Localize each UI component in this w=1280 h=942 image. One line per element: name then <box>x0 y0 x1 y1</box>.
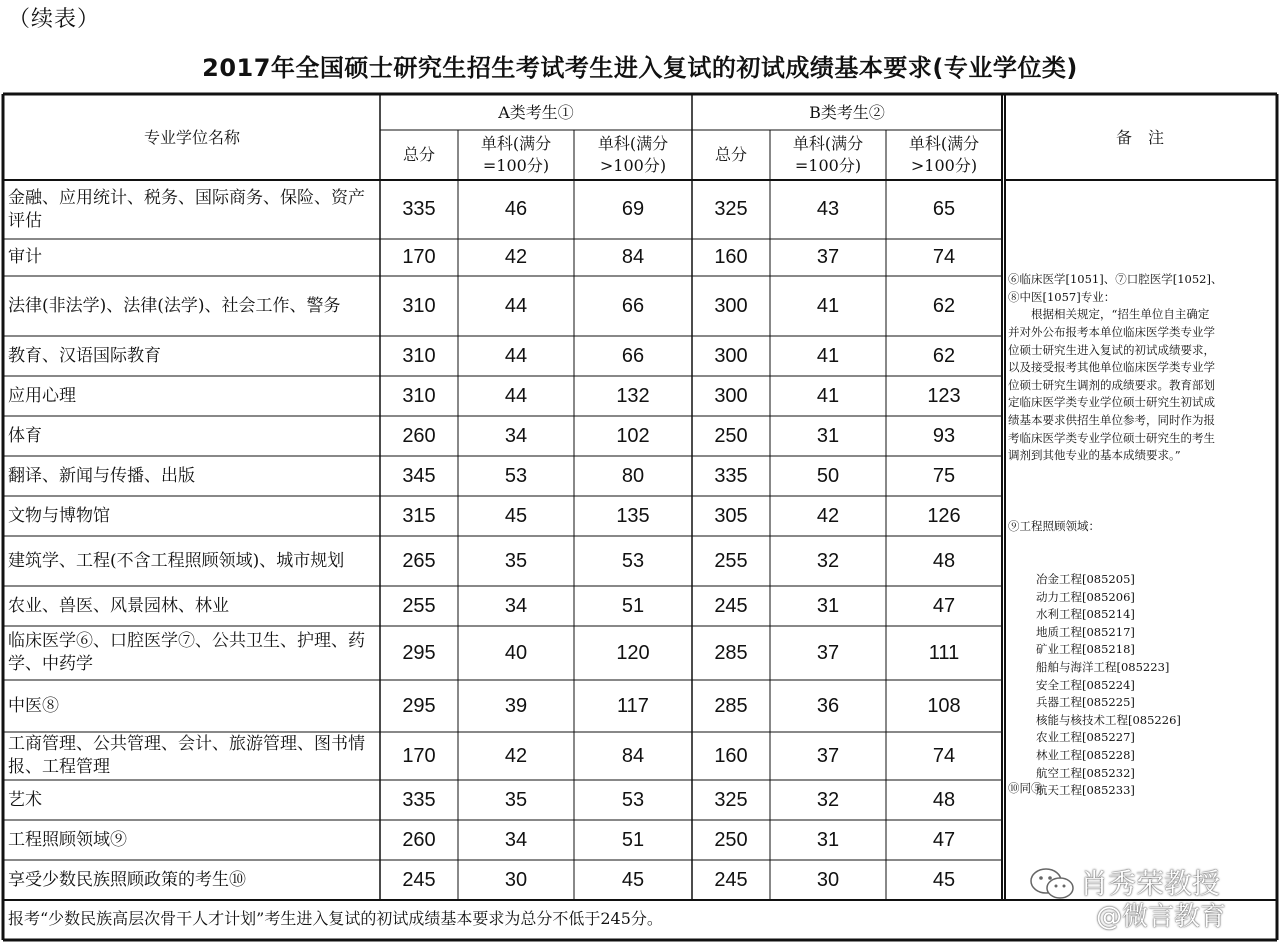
row-5-a-total: 310 <box>402 384 436 407</box>
row-16-b-s1: 30 <box>816 868 840 891</box>
row-7-b-total: 335 <box>714 464 748 487</box>
row-2-a-s1: 42 <box>504 246 528 268</box>
row-name-text: 工程照顾领域⑨ <box>8 829 127 850</box>
header-a-single-gt100 <box>574 130 692 180</box>
row-13-b-s2: 74 <box>932 744 956 767</box>
row-9-b-s2: 48 <box>932 549 956 572</box>
row-8-a-total: 315 <box>402 504 436 527</box>
row-name-text: 临床医学⑥、口腔医学⑦、公共卫生、护理、药学、中药学 <box>8 631 365 674</box>
row-2-b-s1: 37 <box>816 246 840 268</box>
row-14-b-total: 325 <box>714 788 748 811</box>
note-6-line: 并对外公布报考本单位临床医学类专业学 <box>1008 324 1215 339</box>
row-name-text: 应用心理 <box>8 385 76 406</box>
row-name-text: 建筑学、工程(不含工程照顾领域)、城市规划 <box>8 550 345 571</box>
note-10 <box>1008 745 1043 815</box>
row-11-a-s1: 40 <box>504 641 528 664</box>
row-name-text: 农业、兽医、风景园林、林业 <box>8 595 229 616</box>
row-name-text: 审计 <box>8 247 42 267</box>
row-name-text: 文物与博物馆 <box>8 505 110 526</box>
row-9-a-s2: 53 <box>621 549 645 572</box>
note-9-item: 航空工程[085232] <box>1036 765 1135 780</box>
row-12-b-s2: 108 <box>927 694 961 717</box>
row-name-text: 工商管理、公共管理、会计、旅游管理、图书情报、工程管理 <box>8 734 365 777</box>
note-9-item: 地质工程[085217] <box>1036 624 1135 639</box>
row-name-text: 享受少数民族照顾政策的考生⑩ <box>8 869 246 890</box>
row-4-b-total: 300 <box>714 344 748 367</box>
row-name-text: 中医⑧ <box>8 695 59 716</box>
row-6-b-s2: 93 <box>932 424 956 447</box>
header-a-single-100-l1: 单科(满分 <box>480 134 552 153</box>
note-9-item: 安全工程[085224] <box>1036 677 1135 692</box>
row-name-text: 艺术 <box>8 789 42 810</box>
row-6-a-total: 260 <box>402 424 436 447</box>
row-13-a-total: 170 <box>402 744 436 767</box>
row-6-a-s1: 34 <box>504 424 528 447</box>
header-a-single-100 <box>458 130 574 180</box>
row-4-b-s1: 41 <box>816 344 840 367</box>
note-6-line: 绩基本要求供招生单位参考，同时作为报 <box>1008 412 1215 427</box>
row-8-b-s1: 42 <box>816 504 840 527</box>
row-4-name <box>8 336 380 376</box>
note-6-line: 考临床医学类专业学位硕士研究生的考生 <box>1008 430 1215 445</box>
note-9-item: 矿业工程[085218] <box>1036 642 1135 657</box>
row-1-b-s2: 65 <box>932 198 956 220</box>
row-12-b-s1: 36 <box>816 694 840 717</box>
row-1-a-total: 335 <box>402 198 436 220</box>
row-15-a-s1: 34 <box>504 828 528 851</box>
note-6-line: 以及接受报考其他单位临床医学类专业学 <box>1008 360 1215 375</box>
row-9-a-s1: 35 <box>504 549 528 572</box>
row-12-a-s1: 39 <box>504 694 528 717</box>
row-6-b-s1: 31 <box>816 424 840 447</box>
row-3-a-total: 310 <box>402 294 436 317</box>
row-2-b-total: 160 <box>714 246 748 268</box>
note-9-item: 核能与核技术工程[085226] <box>1036 712 1181 727</box>
row-10-name <box>8 586 380 626</box>
row-15-b-total: 250 <box>714 828 748 851</box>
note-9-title: ⑨工程照顾领域： <box>1008 519 1100 534</box>
row-1-name <box>8 180 380 239</box>
row-name-text: 翻译、新闻与传播、出版 <box>8 465 195 486</box>
note-10-text: ⑩同⑤ <box>1008 781 1043 796</box>
row-1-b-total: 325 <box>714 198 748 220</box>
page-title: 2017年全国硕士研究生招生考试考生进入复试的初试成绩基本要求(专业学位类) <box>202 54 1078 82</box>
row-3-b-s1: 41 <box>816 294 840 317</box>
note-6-line: 根据相关规定，“招生单位自主确定 <box>1008 307 1210 322</box>
header-b-single-100-l2: =100分) <box>794 156 862 175</box>
row-10-b-s1: 31 <box>816 594 840 617</box>
row-4-a-s2: 66 <box>621 344 645 367</box>
header-b-single-100 <box>770 130 886 180</box>
row-8-a-s2: 135 <box>616 504 650 527</box>
note-9-item: 兵器工程[085225] <box>1036 695 1135 710</box>
row-6-a-s2: 102 <box>616 424 650 447</box>
row-9-a-total: 265 <box>402 549 436 572</box>
row-2-name <box>8 239 380 276</box>
row-13-a-s2: 84 <box>621 744 645 767</box>
header-b-total <box>692 130 770 180</box>
row-7-a-s1: 53 <box>504 464 528 487</box>
row-5-name <box>8 376 380 416</box>
row-14-name <box>8 780 380 820</box>
row-13-a-s1: 42 <box>504 744 528 767</box>
row-7-b-s1: 50 <box>816 464 840 487</box>
row-1-b-s1: 43 <box>816 198 840 220</box>
note-9-item: 农业工程[085227] <box>1036 730 1135 745</box>
row-3-b-total: 300 <box>714 294 748 317</box>
note-6-line: 位硕士研究生进入复试的初试成绩要求， <box>1008 342 1215 357</box>
row-16-b-total: 245 <box>714 868 748 891</box>
row-12-a-total: 295 <box>402 694 436 717</box>
row-6-name <box>8 416 380 456</box>
row-9-b-total: 255 <box>714 549 748 572</box>
header-a-total <box>380 130 458 180</box>
row-13-b-total: 160 <box>714 744 748 767</box>
row-1-a-s1: 46 <box>504 198 528 220</box>
row-5-a-s2: 132 <box>616 384 650 407</box>
header-group-b-label: B类考生② <box>809 103 885 122</box>
note-6-line: ⑥临床医学[1051]、⑦口腔医学[1052]、 <box>1008 272 1223 287</box>
row-4-a-s1: 44 <box>504 344 528 367</box>
row-5-b-s1: 41 <box>816 384 840 407</box>
row-15-name <box>8 820 380 860</box>
header-b-single-gt100 <box>886 130 1002 180</box>
header-b-single-100-l1: 单科(满分 <box>792 134 864 153</box>
row-8-name <box>8 496 380 536</box>
row-11-name <box>8 626 380 680</box>
row-10-a-s1: 34 <box>504 594 528 617</box>
row-13-name <box>8 732 380 780</box>
row-9-b-s1: 32 <box>816 549 840 572</box>
header-group-a-label: A类考生① <box>498 103 574 122</box>
note-6-line: 定临床医学类专业学位硕士研究生初试成 <box>1008 395 1215 410</box>
row-14-a-s1: 35 <box>504 788 528 811</box>
row-7-a-total: 345 <box>402 464 436 487</box>
row-7-b-s2: 75 <box>932 464 956 487</box>
header-a-single-gt100-l2: >100分) <box>599 156 667 175</box>
row-2-a-total: 170 <box>402 246 436 268</box>
row-11-b-s1: 37 <box>816 641 840 664</box>
row-2-b-s2: 74 <box>932 246 956 268</box>
note-9-item: 船舶与海洋工程[085223] <box>1036 659 1170 674</box>
note-9-item: 动力工程[085206] <box>1036 589 1135 604</box>
row-8-a-s1: 45 <box>504 504 528 527</box>
row-12-b-total: 285 <box>714 694 748 717</box>
row-10-a-s2: 51 <box>621 594 645 617</box>
note-9-item: 林业工程[085228] <box>1036 747 1135 762</box>
row-15-a-s2: 51 <box>621 828 645 851</box>
row-3-name <box>8 276 380 336</box>
row-14-b-s2: 48 <box>932 788 956 811</box>
row-5-a-s1: 44 <box>504 384 528 407</box>
row-12-a-s2: 117 <box>617 694 649 717</box>
row-16-a-total: 245 <box>402 868 436 891</box>
note-6-line: 位硕士研究生调剂的成绩要求。教育部划 <box>1008 377 1215 392</box>
row-15-b-s2: 47 <box>932 828 956 851</box>
row-name-text: 法律(非法学)、法律(法学)、社会工作、警务 <box>8 295 341 316</box>
header-remarks <box>1004 96 1276 180</box>
row-8-b-total: 305 <box>714 504 748 527</box>
row-10-b-total: 245 <box>714 594 748 617</box>
row-16-name <box>8 860 380 900</box>
row-10-b-s2: 47 <box>932 594 956 617</box>
header-b-single-gt100-l1: 单科(满分 <box>908 134 980 153</box>
header-remarks-label: 备 注 <box>1115 128 1164 147</box>
row-14-a-s2: 53 <box>621 788 645 811</box>
note-9-item: 水利工程[085214] <box>1036 607 1135 622</box>
watermark-author: 肖秀荣教授 <box>1080 867 1221 900</box>
row-5-b-s2: 123 <box>927 384 961 407</box>
watermark-account: @微言教育 <box>1096 902 1227 932</box>
row-8-b-s2: 126 <box>927 504 961 527</box>
row-4-a-total: 310 <box>402 344 436 367</box>
note-6-line: 调剂到其他专业的基本成绩要求。” <box>1008 448 1181 463</box>
header-name-label: 专业学位名称 <box>143 128 240 147</box>
header-b-total-label: 总分 <box>714 145 747 164</box>
row-5-b-total: 300 <box>714 384 748 407</box>
row-6-b-total: 250 <box>714 424 748 447</box>
note-9-item: 冶金工程[085205] <box>1036 571 1135 586</box>
row-14-a-total: 335 <box>402 788 436 811</box>
header-name-column <box>4 96 380 180</box>
wechat-logo-icon <box>1028 866 1078 902</box>
row-7-a-s2: 80 <box>621 464 645 487</box>
row-11-a-s2: 120 <box>616 641 650 664</box>
row-3-a-s2: 66 <box>621 294 645 317</box>
row-4-b-s2: 62 <box>932 344 956 367</box>
row-7-name <box>8 456 380 496</box>
header-b-single-gt100-l2: >100分) <box>910 156 978 175</box>
row-11-a-total: 295 <box>402 641 436 664</box>
row-13-b-s1: 37 <box>816 744 840 767</box>
row-11-b-s2: 111 <box>928 641 960 664</box>
header-a-single-100-l2: =100分) <box>482 156 550 175</box>
row-10-a-total: 255 <box>402 594 436 617</box>
row-name-text: 教育、汉语国际教育 <box>8 345 161 366</box>
note-6-7-8 <box>1008 236 1222 482</box>
row-3-a-s1: 44 <box>504 294 528 317</box>
note-9-item: 航天工程[085233] <box>1036 783 1135 798</box>
header-group-a <box>380 96 692 130</box>
row-9-name <box>8 536 380 586</box>
row-3-b-s2: 62 <box>932 294 956 317</box>
row-12-name <box>8 680 380 732</box>
row-15-a-total: 260 <box>402 828 436 851</box>
footer-note: 报考“少数民族高层次骨干人才计划”考生进入复试的初试成绩基本要求为总分不低于245分。 <box>8 909 663 928</box>
row-15-b-s1: 31 <box>816 828 840 851</box>
row-2-a-s2: 84 <box>621 246 645 268</box>
row-1-a-s2: 69 <box>621 198 645 220</box>
note-6-lines <box>1008 271 1222 465</box>
row-16-a-s1: 30 <box>504 868 528 891</box>
continued-label: （续表） <box>8 7 101 32</box>
row-11-b-total: 285 <box>714 641 748 664</box>
row-16-b-s2: 45 <box>932 868 956 891</box>
header-a-total-label: 总分 <box>402 145 435 164</box>
row-name-text: 体育 <box>8 425 42 446</box>
note-6-line: ⑧中医[1057]专业： <box>1008 289 1116 304</box>
row-16-a-s2: 45 <box>621 868 645 891</box>
row-name-text: 金融、应用统计、税务、国际商务、保险、资产评估 <box>8 187 365 231</box>
row-14-b-s1: 32 <box>816 788 840 811</box>
header-group-b <box>692 96 1002 130</box>
header-a-single-gt100-l1: 单科(满分 <box>597 134 669 153</box>
